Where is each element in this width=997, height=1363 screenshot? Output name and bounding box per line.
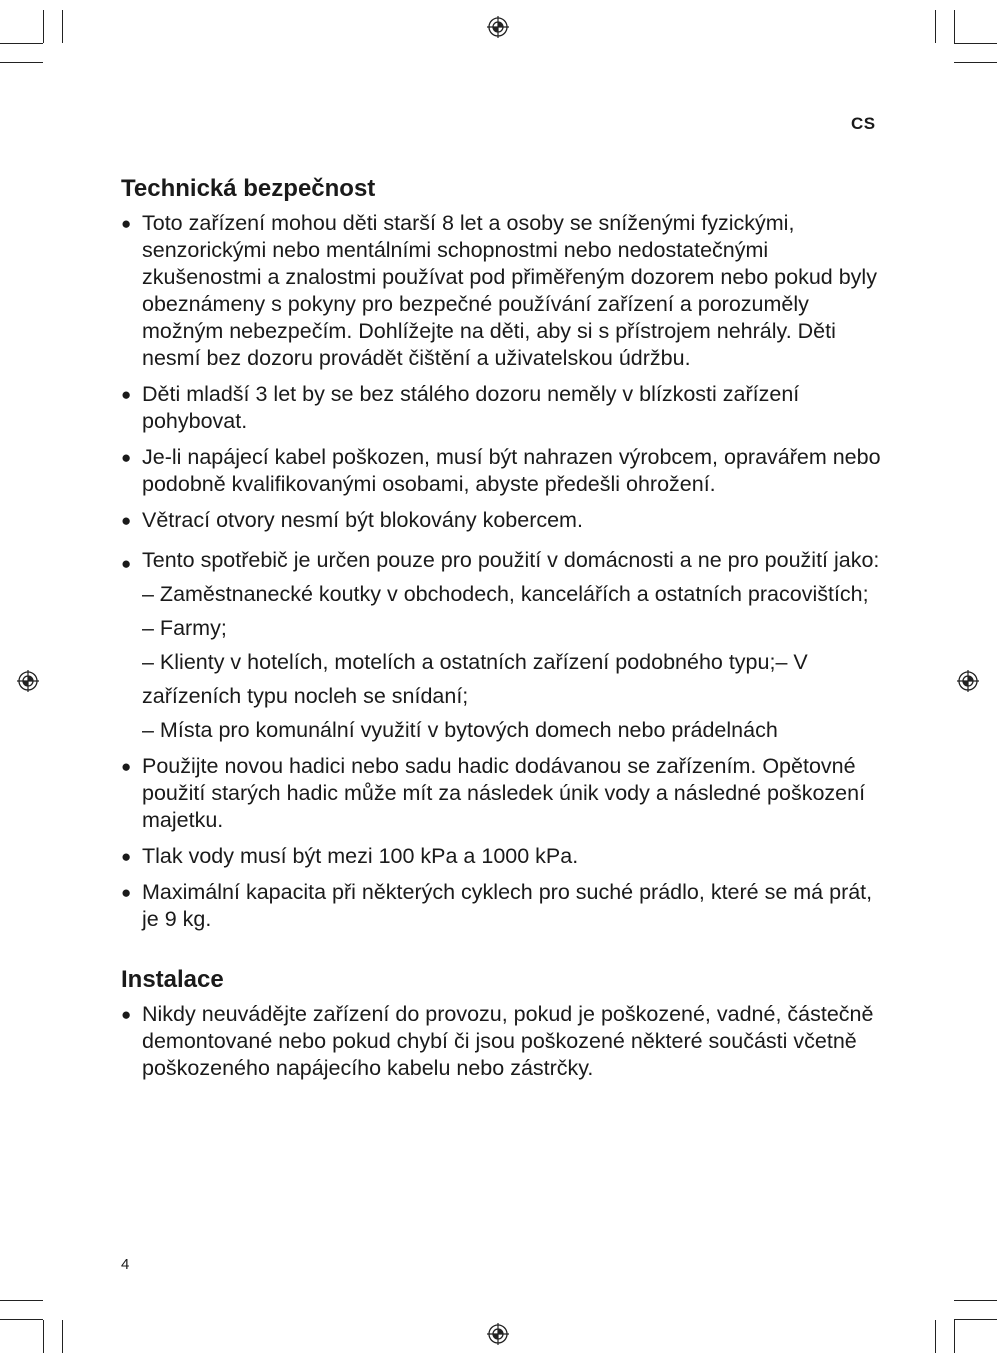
crop-mark (954, 62, 997, 63)
language-code: CS (851, 114, 876, 133)
list-item-text: Tlak vody musí být mezi 100 kPa a 1000 kPa. (142, 844, 579, 868)
bullet-icon: ● (121, 1005, 132, 1024)
registration-mark-icon (957, 670, 979, 692)
crop-mark (0, 1300, 43, 1301)
list-item (121, 210, 881, 372)
bullet-icon: ● (121, 448, 132, 467)
section-title: Instalace (121, 966, 224, 993)
list-item-text: Použijte novou hadici nebo sadu hadic dodávanou se zařízením. Opětovné použití starých hadic může mít za následek únik vody a následné poškození majetku. (142, 754, 866, 832)
crop-mark (954, 1300, 997, 1301)
crop-mark (954, 10, 955, 43)
bullet-icon: ● (121, 883, 132, 902)
list-item-text: Větrací otvory nesmí být blokovány kobercem. (142, 508, 583, 532)
list-item (121, 543, 881, 577)
bullet-icon: ● (121, 757, 132, 776)
crop-mark (954, 1320, 955, 1353)
sub-list-item: – Klienty v hotelích, motelích a ostatních zařízení podobného typu;– V zařízeních typu nocleh se snídaní; (142, 650, 808, 708)
bullet-icon: ● (121, 511, 132, 530)
list-item-text: Je-li napájecí kabel poškozen, musí být nahrazen výrobcem, opravářem nebo podobně kvalifikovanými osobami, abyste předešli ohrožení. (142, 445, 881, 496)
list-item-text: Tento spotřebič je určen pouze pro použití v domácnosti a ne pro použití jako: (142, 548, 880, 572)
sub-list-item: – Farmy; (142, 616, 227, 640)
list-item (121, 753, 881, 834)
list-item-text: Nikdy neuvádějte zařízení do provozu, pokud je poškozené, vadné, částečně demontované nebo pokud chybí či jsou poškozené některé součásti včetně poškozeného napájecího kabelu nebo zástrčky. (142, 1002, 874, 1080)
registration-mark-icon (487, 16, 509, 38)
bullet-icon: ● (121, 385, 132, 404)
page-number: 4 (121, 1256, 130, 1273)
sub-list-item: – Zaměstnanecké koutky v obchodech, kancelářích a ostatních pracovištích; (142, 582, 869, 606)
registration-mark-icon (17, 670, 39, 692)
sub-list-item: – Místa pro komunální využití v bytových domech nebo prádelnách (142, 718, 778, 742)
list-item (121, 381, 881, 435)
list-item (121, 444, 881, 498)
crop-mark (0, 62, 43, 63)
list-item-text: Toto zařízení mohou děti starší 8 let a osoby se sníženými fyzickými, senzorickými nebo mentálními schopnostmi nebo nedostatečnými zkušenostmi a znalostmi používat pod přiměřeným dozorem nebo pokud byly obeznámeny s pokyny pro bezpečné používání zařízení a porozuměly možným nebezpečím. Dohlížejte na děti, aby si s přístrojem nehrály. Děti nesmí bez dozoru provádět čištění a uživatelskou údržbu. (142, 211, 877, 370)
crop-mark (0, 43, 43, 44)
bullet-icon: ● (121, 847, 132, 866)
list-item (121, 507, 881, 534)
list-item (121, 879, 881, 933)
crop-mark (954, 1319, 997, 1320)
list-item (121, 1001, 881, 1082)
registration-mark-icon (487, 1323, 509, 1345)
crop-mark (935, 10, 936, 43)
crop-mark (0, 1319, 43, 1320)
list-item-text: Děti mladší 3 let by se bez stálého dozoru neměly v blízkosti zařízení pohybovat. (142, 382, 800, 433)
section-title: Technická bezpečnost (121, 175, 376, 202)
document-body (121, 174, 881, 1091)
list-item (121, 843, 881, 870)
bullet-icon: ● (121, 554, 132, 573)
crop-mark (935, 1320, 936, 1353)
list-item-text: Maximální kapacita při některých cyklech pro suché prádlo, které se má prát, je 9 kg. (142, 880, 873, 931)
crop-mark (62, 10, 63, 43)
crop-mark (43, 10, 44, 43)
bullet-icon: ● (121, 214, 132, 233)
crop-mark (62, 1320, 63, 1353)
crop-mark (954, 43, 997, 44)
crop-mark (43, 1320, 44, 1353)
